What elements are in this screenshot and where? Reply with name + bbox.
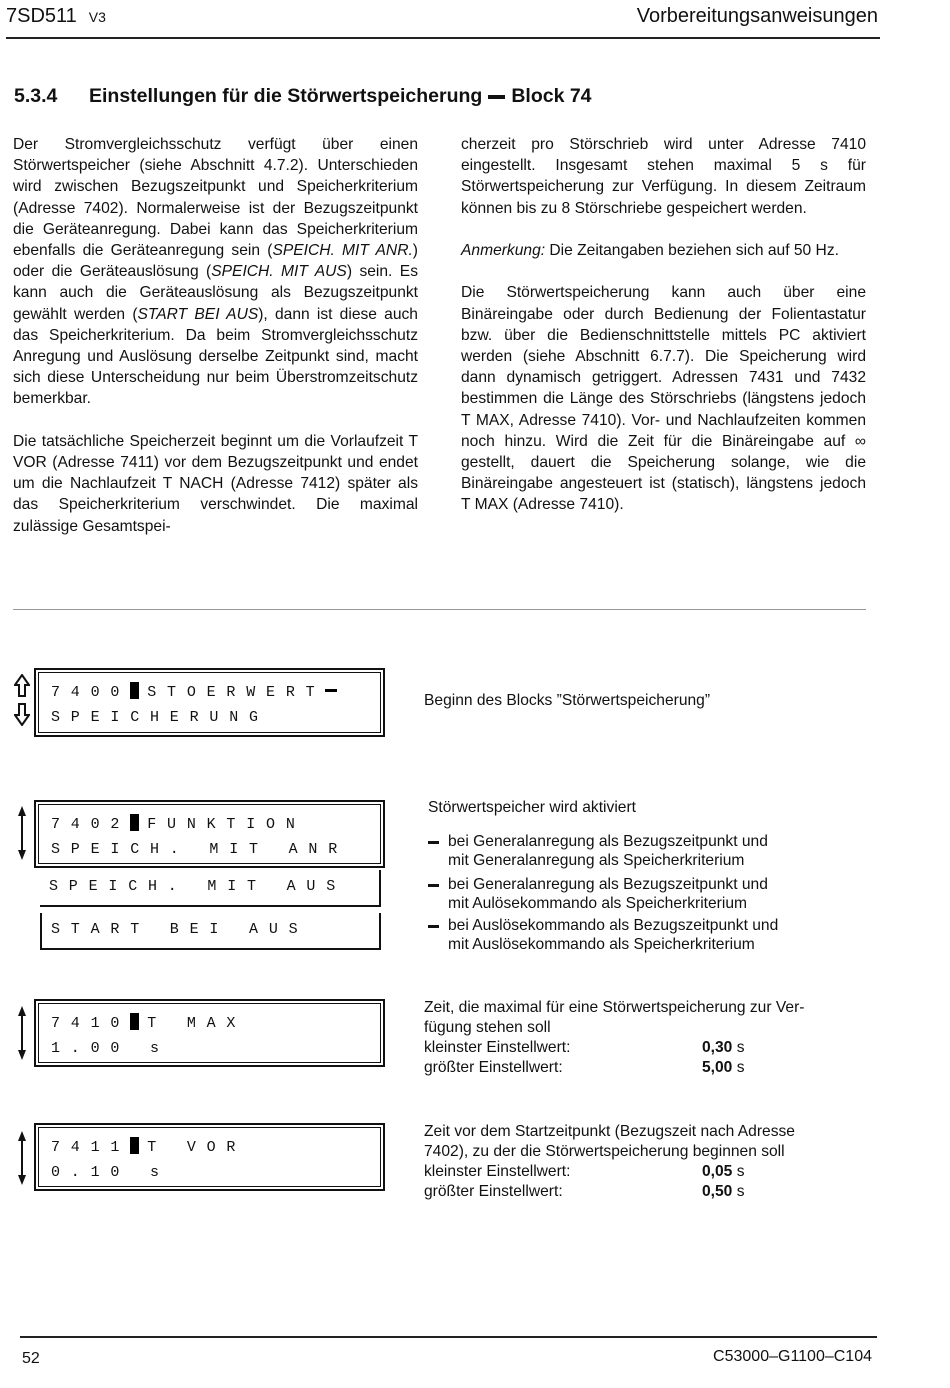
header-product: 7SD511 V3 xyxy=(6,5,106,27)
lcd-cursor-block xyxy=(130,1137,139,1154)
title-dash xyxy=(488,95,505,99)
lcd-line1: T MAX xyxy=(147,1015,247,1032)
list-item: bei Auslösekommando als Bezugszeitpunkt und mit Auslösekommando als Speicherkriterium xyxy=(428,916,778,954)
lcd-display-7400 xyxy=(34,668,385,737)
paragraph: Der Stromvergleichsschutz verfügt über einen Störwertspeicher (siehe Abschnitt 4.7.2). Unterschieden wird zwischen Bezugszeitpunkt und Speicherkriterium (Adresse 7402). Normalerweise ist der Bezugszeitpunkt die Geräteanregung. Dabei kann das Speicherkriterium ebenfalls die Geräteanregung sein (SPEICH. MIT ANR.) oder die Geräteauslösung (SPEICH. MIT AUS) sein. Es kann auch die Geräteauslösung als Bezugszeitpunkt gewählt werden (START BEI AUS), dann ist diese auch das Speicherkriterium. Da beim Stromvergleichsschutz Anregung und Auslösung derselbe Zeitpunkt sind, macht sich diese Unterscheidung nur beim Überstromzeitschutz bemerkbar. xyxy=(13,136,419,408)
lcd-option-start-bei-aus[interactable] xyxy=(40,913,381,950)
min-value: 0,30 s xyxy=(702,1039,745,1056)
option-text: START BEI AUS xyxy=(51,921,309,938)
document-number: C53000–G1100–C104 xyxy=(713,1348,872,1365)
lcd-address: 7400 xyxy=(51,684,131,701)
option-text: SPEICH. MIT AUS xyxy=(49,878,347,895)
min-value: 0,05 s xyxy=(702,1163,745,1180)
lcd-line1: FUNKTION xyxy=(147,816,306,833)
up-down-arrow-icon[interactable] xyxy=(14,806,30,860)
bullet-dash xyxy=(428,925,439,928)
lcd-address: 7411 xyxy=(51,1139,131,1156)
lcd-address: 7402 xyxy=(51,816,131,833)
note: Anmerkung: Die Zeitangaben beziehen sich auf 50 Hz. xyxy=(461,242,839,259)
lcd-line1: STOERWERT xyxy=(147,684,326,701)
double-hollow-arrow-icon[interactable] xyxy=(14,674,30,726)
lcd-line2: 1.00 s xyxy=(51,1040,170,1057)
section-title: 5.3.4 Einstellungen für die Störwertspeicherung Block 74 xyxy=(14,85,592,107)
lcd-dash xyxy=(325,689,337,692)
bullet-dash xyxy=(428,884,439,887)
min-label: kleinster Einstellwert: xyxy=(424,1039,571,1056)
paragraph: Die Störwertspeicherung kann auch über eine Binäreingabe oder durch Bedienung der Folientastatur bzw. über die Bedienschnittstelle mittels PC aktiviert werden (siehe Abschnitt 6.7.7). Die Speicherung wird dann dynamisch getriggert. Adressen 7431 und 7432 bestimmen die Länge des Störschriebs (längstens jedoch T MAX, Adresse 7410). Vor- und Nachlaufzeiten kommen noch hinzu. Wird die Zeit für die Binäreingabe auf ∞ gestellt, dauert die Speicherung solange, wie die Binäreingabe angesteuert ist (statisch), längstens jedoch T MAX (Adresse 7410). xyxy=(461,284,866,514)
header-version: V3 xyxy=(88,9,106,25)
block-7410-description: Zeit, die maximal für eine Störwertspeicherung zur Ver- fügung stehen soll kleinster Einstellwert: 0,30 s größter Einstellwert: 5,00 s xyxy=(424,999,805,1076)
bullet-dash xyxy=(428,841,439,844)
block-7400-description: Beginn des Blocks ”Störwertspeicherung” xyxy=(424,692,711,709)
block-7411-description: Zeit vor dem Startzeitpunkt (Bezugszeit nach Adresse 7402), zu der die Störwertspeicherung beginnen soll kleinster Einstellwert: 0,05 s größter Einstellwert: 0,50 s xyxy=(424,1123,795,1200)
lcd-line2: SPEICHERUNG xyxy=(51,709,269,726)
lcd-cursor-block xyxy=(130,682,139,699)
footer-divider xyxy=(20,1336,877,1338)
list-item: bei Generalanregung als Bezugszeitpunkt und mit Aulösekommando als Speicherkriterium xyxy=(428,875,768,913)
page-number: 52 xyxy=(22,1350,40,1367)
up-down-arrow-icon[interactable] xyxy=(14,1131,30,1185)
lcd-line2: SPEICH. MIT ANR xyxy=(51,841,349,858)
right-column xyxy=(461,134,866,537)
lcd-cursor-block xyxy=(130,814,139,831)
min-label: kleinster Einstellwert: xyxy=(424,1163,571,1180)
header-chapter: Vorbereitungsanweisungen xyxy=(636,5,878,27)
section-separator xyxy=(13,609,866,610)
lcd-display-7402 xyxy=(34,800,385,868)
max-value: 0,50 s xyxy=(702,1183,745,1200)
lcd-line1: T VOR xyxy=(147,1139,247,1156)
lcd-option-speich-mit-aus[interactable] xyxy=(40,870,381,907)
lcd-display-7410 xyxy=(34,999,385,1067)
block-7402-description: Störwertspeicher wird aktiviert xyxy=(428,799,636,816)
list-item: bei Generalanregung als Bezugszeitpunkt und mit Generalanregung als Speicherkriterium xyxy=(428,832,768,870)
lcd-display-7411 xyxy=(34,1123,385,1191)
max-label: größter Einstellwert: xyxy=(424,1183,563,1200)
max-value: 5,00 s xyxy=(702,1059,745,1076)
left-column xyxy=(13,134,418,558)
paragraph: Die tatsächliche Speicherzeit beginnt um die Vorlaufzeit T VOR (Adresse 7411) vor dem Bezugszeitpunkt und endet um die Nachlaufzeit T NACH (Adresse 7412) später als das Speicherkriterium verschwindet. Die maximal zulässige Gesamtspei- xyxy=(13,432,418,535)
max-label: größter Einstellwert: xyxy=(424,1059,563,1076)
lcd-address: 7410 xyxy=(51,1015,131,1032)
lcd-cursor-block xyxy=(130,1013,139,1030)
header-divider xyxy=(6,37,880,39)
up-down-arrow-icon[interactable] xyxy=(14,1006,30,1060)
lcd-line2: 0.10 s xyxy=(51,1164,170,1181)
paragraph: cherzeit pro Störschrieb wird unter Adresse 7410 eingestellt. Insgesamt stehen maximal 5 s für Störwertspeicherung zur Verfügung. In diesem Zeitraum können bis zu 8 Störschriebe gespeichert werden. xyxy=(461,136,866,217)
